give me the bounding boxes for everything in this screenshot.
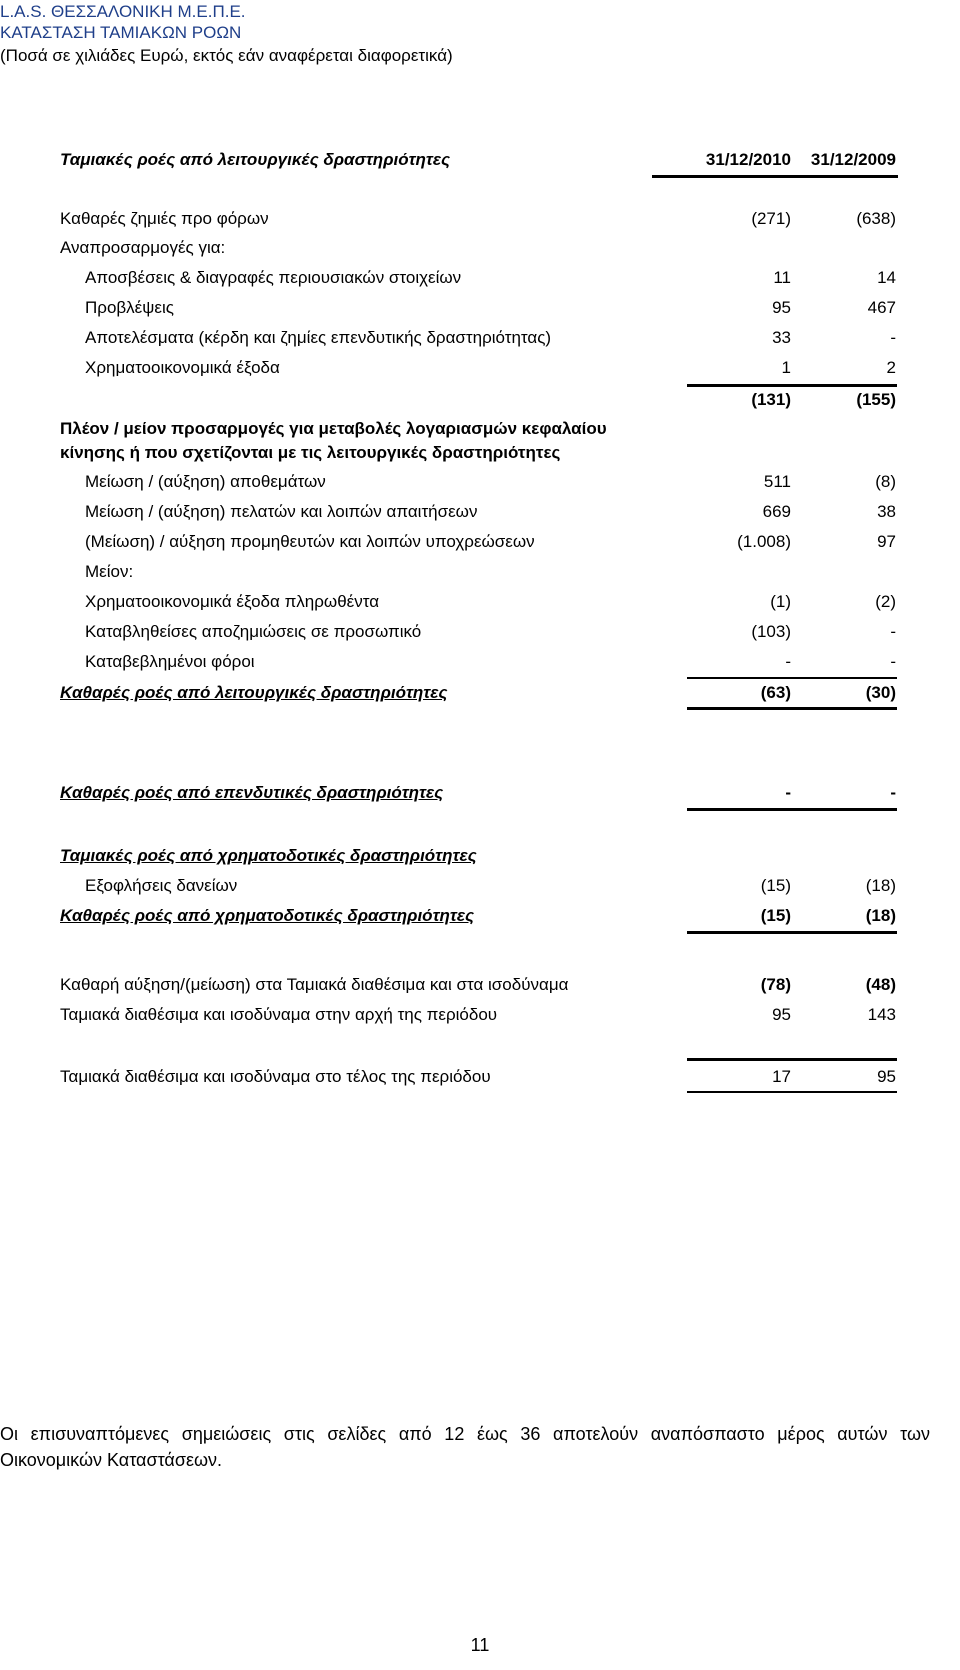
column-2009: 31/12/2009 xyxy=(810,150,896,169)
row-label: Αποσβέσεις & διαγραφές περιουσιακών στοιχείων xyxy=(85,268,462,287)
row-label: Χρηματοοικονομικά έξοδα πληρωθέντα xyxy=(85,592,380,611)
value-2009: 2 xyxy=(886,358,896,377)
table-row xyxy=(0,295,960,321)
table-row xyxy=(0,619,960,645)
value-2009: (2) xyxy=(875,592,896,611)
table-row xyxy=(0,972,960,998)
header-rule xyxy=(652,175,898,178)
table-row xyxy=(0,355,960,381)
value-2009: 97 xyxy=(877,532,896,551)
table-row xyxy=(0,469,960,495)
value-2010: (1) xyxy=(770,592,791,611)
row-label: Καθαρές ροές από χρηματοδοτικές δραστηριότητες xyxy=(60,906,475,925)
table-row xyxy=(0,206,960,232)
row-label: Καθαρές ροές από επενδυτικές δραστηριότητες xyxy=(60,783,444,802)
operating-bottom-rule xyxy=(687,707,897,710)
table-row xyxy=(0,440,960,466)
value-2009: - xyxy=(890,328,896,347)
row-label: Μείωση / (αύξηση) πελατών και λοιπών απαιτήσεων xyxy=(85,502,478,521)
column-header-row xyxy=(0,147,960,173)
table-row xyxy=(0,235,960,261)
row-label: Μείωση / (αύξηση) αποθεμάτων xyxy=(85,472,326,491)
value-2010: 511 xyxy=(763,472,791,491)
value-2009: (48) xyxy=(865,975,896,994)
value-2009: (155) xyxy=(856,390,896,409)
currency-note: (Ποσά σε χιλιάδες Ευρώ, εκτός εάν αναφέρεται διαφορετικά) xyxy=(0,46,453,65)
table-row xyxy=(0,1002,960,1028)
row-label: Εξοφλήσεις δανείων xyxy=(85,876,238,895)
value-2009: 467 xyxy=(867,298,896,317)
row-label: κίνησης ή που σχετίζονται με τις λειτουργικές δραστηριότητες xyxy=(60,443,561,462)
value-2009: (638) xyxy=(856,209,896,228)
row-label: Ταμιακά διαθέσιμα και ισοδύναμα στην αρχή της περιόδου xyxy=(60,1005,498,1024)
row-label: Ταμιακές ροές από χρηματοδοτικές δραστηριότητες xyxy=(60,846,477,865)
statement-title: ΚΑΤΑΣΤΑΣΗ ΤΑΜΙΑΚΩΝ ΡΟΩΝ xyxy=(0,23,242,42)
table-row xyxy=(0,265,960,291)
value-2009: - xyxy=(890,783,896,802)
value-2009: 95 xyxy=(877,1067,896,1086)
row-label: Αποτελέσματα (κέρδη και ζημίες επενδυτικής δραστηριότητας) xyxy=(85,328,552,347)
row-label: Καθαρή αύξηση/(μείωση) στα Ταμιακά διαθέσιμα και στα ισοδύναμα xyxy=(60,975,569,994)
table-row xyxy=(0,589,960,615)
financing-rule xyxy=(687,931,897,934)
row-label: Καθαρές ζημιές προ φόρων xyxy=(60,209,269,228)
operating-top-rule xyxy=(687,677,897,679)
row-label: Καταβεβλημένοι φόροι xyxy=(85,652,255,671)
row-label: (Μείωση) / αύξηση προμηθευτών και λοιπών υποχρεώσεων xyxy=(85,532,535,551)
page-number: 11 xyxy=(470,1635,490,1655)
section-title: Ταμιακές ροές από λειτουργικές δραστηριότητες xyxy=(60,150,451,169)
value-2010: (1.008) xyxy=(737,532,791,551)
table-row xyxy=(0,559,960,585)
row-label: Πλέον / μείον προσαρμογές για μεταβολές λογαριασμών κεφαλαίου xyxy=(60,419,607,438)
value-2010: 33 xyxy=(772,328,791,347)
value-2010: - xyxy=(785,652,791,671)
net-investing-row xyxy=(0,780,960,806)
row-label: Προβλέψεις xyxy=(85,298,174,317)
row-label: Ταμιακά διαθέσιμα και ισοδύναμα στο τέλος της περιόδου xyxy=(60,1067,491,1086)
table-row xyxy=(0,325,960,351)
row-label: Καταβληθείσες αποζημιώσεις σε προσωπικό xyxy=(85,622,422,641)
closing-bottom-rule xyxy=(687,1091,897,1093)
value-2010: 17 xyxy=(772,1067,791,1086)
value-2009: 38 xyxy=(877,502,896,521)
value-2010: (271) xyxy=(751,209,791,228)
table-row xyxy=(0,649,960,675)
value-2010: (103) xyxy=(751,622,791,641)
table-row xyxy=(0,529,960,555)
value-2010: (15) xyxy=(760,876,791,895)
net-operating-row xyxy=(0,680,960,706)
value-2010: - xyxy=(785,783,791,802)
value-2009: 14 xyxy=(877,268,896,287)
value-2010: (15) xyxy=(760,906,791,925)
value-2010: 95 xyxy=(772,298,791,317)
column-2010: 31/12/2010 xyxy=(705,150,791,169)
value-2010: (78) xyxy=(760,975,791,994)
investing-rule xyxy=(687,808,897,811)
value-2009: 143 xyxy=(867,1005,896,1024)
row-label: Μείον: xyxy=(85,562,134,581)
value-2009: (30) xyxy=(865,683,896,702)
closing-cash-row xyxy=(0,1064,960,1090)
value-2010: 11 xyxy=(773,268,791,287)
row-label: Αναπροσαρμογές για: xyxy=(60,238,226,257)
value-2010: 669 xyxy=(762,502,791,521)
value-2009: - xyxy=(890,652,896,671)
value-2009: - xyxy=(890,622,896,641)
value-2009: (18) xyxy=(865,876,896,895)
value-2010: 95 xyxy=(772,1005,791,1024)
table-row xyxy=(0,416,960,442)
row-label: Καθαρές ροές από λειτουργικές δραστηριότητες xyxy=(60,683,448,702)
value-2009: (8) xyxy=(875,472,896,491)
value-2010: 1 xyxy=(781,358,791,377)
table-row xyxy=(0,843,960,869)
table-row xyxy=(0,873,960,899)
closing-top-rule xyxy=(687,1058,897,1061)
net-financing-row xyxy=(0,903,960,929)
table-row xyxy=(0,499,960,525)
row-label: Χρηματοοικονομικά έξοδα xyxy=(85,358,280,377)
value-2010: (63) xyxy=(760,683,791,702)
footer-note: Οι επισυναπτόμενες σημειώσεις στις σελίδες από 12 έως 36 αποτελούν αναπόσπαστο μέρος αυτών των Οικονομικών Καταστάσεων. xyxy=(0,1424,930,1470)
value-2009: (18) xyxy=(865,906,896,925)
value-2010: (131) xyxy=(751,390,791,409)
company-name: L.A.S. ΘΕΣΣΑΛΟΝΙΚΗ Μ.Ε.Π.Ε. xyxy=(0,2,246,21)
subtotal-row xyxy=(0,387,960,413)
